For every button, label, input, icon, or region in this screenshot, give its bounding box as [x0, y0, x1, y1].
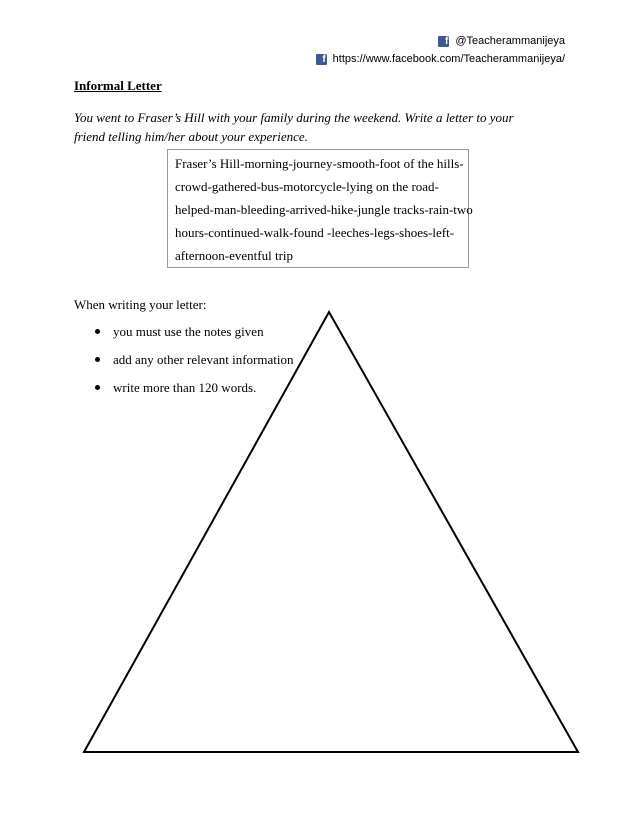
facebook-icon: f: [316, 54, 327, 65]
list-item: you must use the notes given: [95, 320, 294, 348]
notes-line: helped-man-bleeding-arrived-hike-jungle tracks-rain-two: [175, 202, 473, 217]
task-prompt: You went to Fraser’s Hill with your family during the weekend. Write a letter to your friend telling him/her about your experience.: [74, 110, 514, 144]
facebook-icon: f: [438, 36, 449, 47]
header-handle: @Teacherammanijeya: [455, 35, 565, 47]
list-item: add any other relevant information: [95, 348, 294, 376]
notes-line: hours-continued-walk-found -leeches-legs-shoes-left-: [175, 225, 455, 240]
notes-line: Fraser’s Hill-morning-journey-smooth-foot of the hills-: [175, 156, 464, 171]
notes-line: crowd-gathered-bus-motorcycle-lying on the road-: [175, 179, 439, 194]
instructions-intro: When writing your letter:: [74, 297, 207, 312]
list-item: write more than 120 words.: [95, 376, 294, 404]
header-url[interactable]: https://www.facebook.com/Teacherammanijeya/: [332, 53, 565, 65]
notes-line: afternoon-eventful trip: [175, 248, 294, 263]
page-title: Informal Letter: [74, 78, 162, 93]
